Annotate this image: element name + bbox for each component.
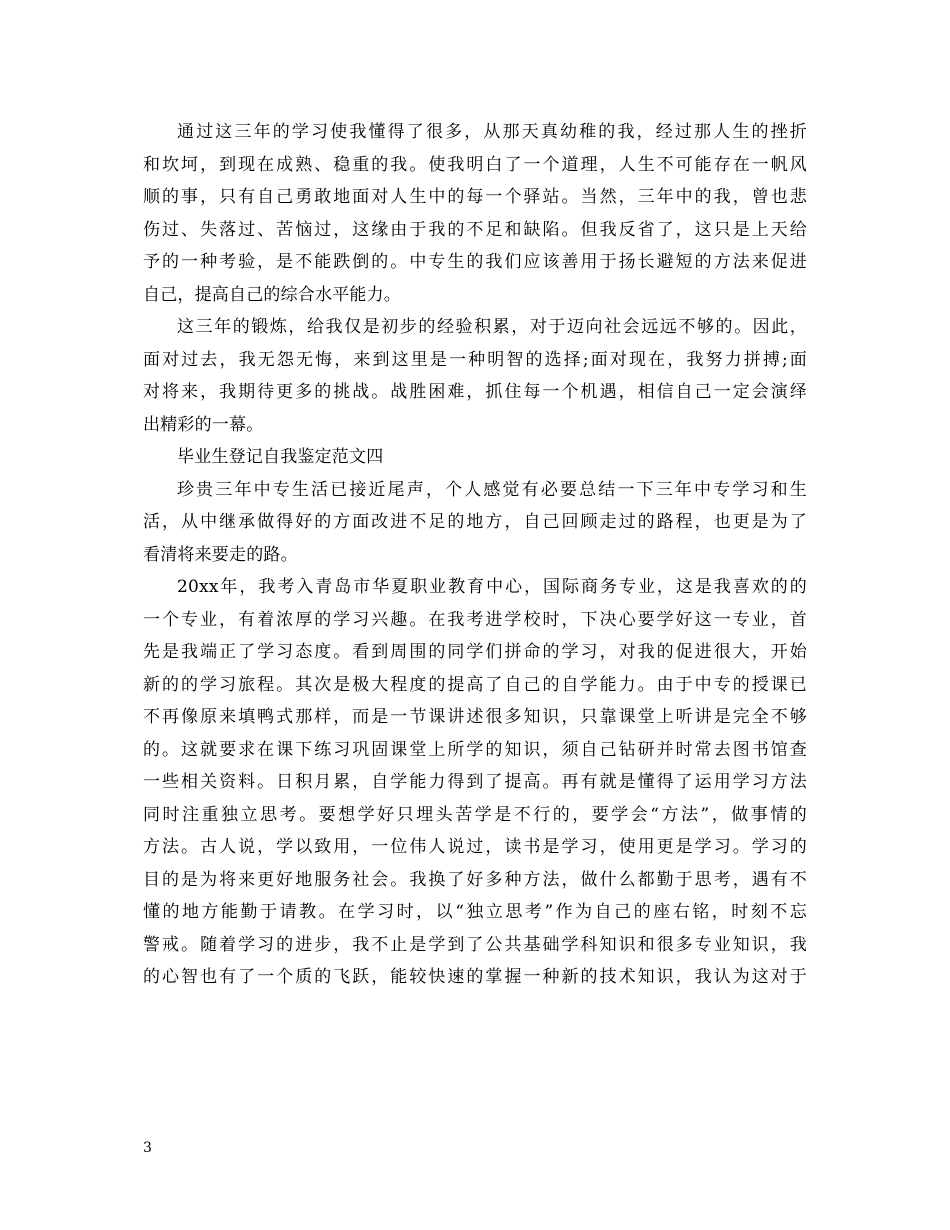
page-number: 3 bbox=[143, 1140, 152, 1156]
paragraph-line: 和坎坷，到现在成熟、稳重的我。使我明白了一个道理，人生不可能存在一帆风 bbox=[143, 154, 807, 175]
paragraph-line: 对将来，我期待更多的挑战。战胜困难，抓住每一个机遇，相信自己一定会演绎 bbox=[143, 382, 807, 402]
paragraph-line: 顺的事，只有自己勇敢地面对人生中的每一个驿站。当然，三年中的我，曾也悲 bbox=[143, 187, 807, 207]
section-heading: 毕业生登记自我鉴定范文四 bbox=[177, 447, 384, 467]
document-body bbox=[143, 116, 807, 994]
paragraph-line: 方法。古人说，学以致用，一位伟人说过，读书是学习，使用更是学习。学习的 bbox=[143, 837, 807, 857]
paragraph-line: 这三年的锻炼，给我仅是初步的经验积累，对于迈向社会远远不够的。因此， bbox=[177, 317, 807, 337]
paragraph-line: 先是我端正了学习态度。看到周围的同学们拼命的学习，对我的促进很大，开始 bbox=[143, 642, 807, 662]
paragraph-line: 伤过、失落过、苦恼过，这缘由于我的不足和缺陷。但我反省了，这只是上天给 bbox=[143, 219, 807, 240]
paragraph-line: 珍贵三年中专生活已接近尾声，个人感觉有必要总结一下三年中专学习和生 bbox=[177, 479, 807, 500]
paragraph-line: 警戒。随着学习的进步，我不止是学到了公共基础学科知识和很多专业知识，我 bbox=[143, 934, 807, 955]
paragraph-line: 一个专业，有着浓厚的学习兴趣。在我考进学校时，下决心要学好这一专业，首 bbox=[143, 609, 807, 630]
paragraph-line: 的。这就要求在课下练习巩固课堂上所学的知识，须自己钻研并时常去图书馆查 bbox=[143, 739, 807, 760]
paragraph-line: 20xx年，我考入青岛市华夏职业教育中心，国际商务专业，这是我喜欢的的 bbox=[177, 577, 807, 597]
paragraph-line: 懂的地方能勤于请教。在学习时，以“独立思考”作为自己的座右铭，时刻不忘 bbox=[143, 902, 807, 922]
paragraph-line: 予的一种考验，是不能跌倒的。中专生的我们应该善用于扬长避短的方法来促进 bbox=[143, 252, 807, 272]
paragraph-line: 的心智也有了一个质的飞跃，能较快速的掌握一种新的技术知识，我认为这对于 bbox=[143, 967, 807, 987]
paragraph-line: 看清将来要走的路。 bbox=[143, 544, 298, 565]
paragraph-line: 面对过去，我无怨无悔，来到这里是一种明智的选择;面对现在，我努力拼搏;面 bbox=[143, 349, 807, 370]
paragraph-line: 自己，提高自己的综合水平能力。 bbox=[143, 284, 401, 305]
paragraph-line: 一些相关资料。日积月累，自学能力得到了提高。再有就是懂得了运用学习方法 bbox=[143, 772, 807, 792]
paragraph-line: 通过这三年的学习使我懂得了很多，从那天真幼稚的我，经过那人生的挫折 bbox=[177, 122, 807, 142]
paragraph-line: 目的是为将来更好地服务社会。我换了好多种方法，做什么都勤于思考，遇有不 bbox=[143, 869, 807, 890]
paragraph-line: 新的的学习旅程。其次是极大程度的提高了自己的自学能力。由于中专的授课已 bbox=[143, 674, 807, 695]
paragraph-line: 活，从中继承做得好的方面改进不足的地方，自己回顾走过的路程，也更是为了 bbox=[143, 512, 807, 532]
paragraph-line: 不再像原来填鸭式那样，而是一节课讲述很多知识，只靠课堂上听讲是完全不够 bbox=[143, 707, 807, 727]
paragraph-line: 出精彩的一幕。 bbox=[143, 414, 264, 435]
paragraph-line: 同时注重独立思考。要想学好只埋头苦学是不行的，要学会“方法”，做事情的 bbox=[143, 804, 807, 825]
